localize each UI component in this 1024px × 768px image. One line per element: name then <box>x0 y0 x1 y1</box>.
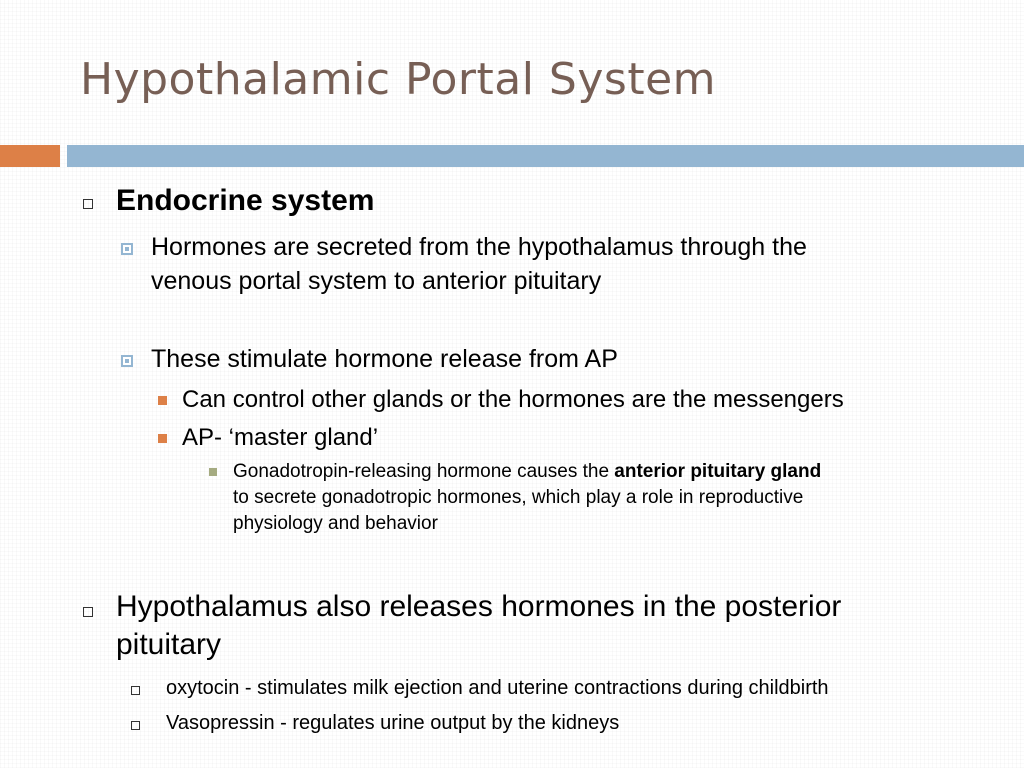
detail-text: physiology and behavior <box>233 513 438 534</box>
bullet-square-icon <box>83 607 93 617</box>
detail-text: to secrete gonadotropic hormones, which play a role in reproductive <box>233 487 804 508</box>
point-text: oxytocin - stimulates milk ejection and uterine contractions during childbirth <box>166 677 829 699</box>
bullet-orange-square-icon <box>158 396 167 405</box>
detail-text-bold: anterior pituitary gland <box>614 461 822 482</box>
section-heading-hypothalamus: pituitary <box>116 628 222 661</box>
bullet-square-dot-icon <box>121 243 133 255</box>
point-text: venous portal system to anterior pituitary <box>151 267 602 295</box>
section-heading-hypothalamus: Hypothalamus also releases hormones in the posterior <box>116 590 842 623</box>
accent-bar-blue <box>67 145 1024 167</box>
point-text: Vasopressin - regulates urine output by the kidneys <box>166 712 620 734</box>
section-heading-endocrine: Endocrine system <box>116 184 375 217</box>
point-text: These stimulate hormone release from AP <box>151 345 618 373</box>
bullet-square-dot-icon <box>121 355 133 367</box>
bullet-square-icon <box>83 199 93 209</box>
bullet-green-square-icon <box>209 468 217 476</box>
detail-text <box>233 459 821 485</box>
subpoint-text: AP- ‘master gland’ <box>182 424 379 451</box>
bullet-orange-square-icon <box>158 434 167 443</box>
slide-title: Hypothalamic Portal System <box>80 54 717 105</box>
detail-text-regular: Gonadotropin-releasing hormone causes the <box>233 461 615 482</box>
point-text: Hormones are secreted from the hypothalamus through the <box>151 233 807 261</box>
bullet-small-square-icon <box>131 686 140 695</box>
accent-bar-orange <box>0 145 60 167</box>
subpoint-text: Can control other glands or the hormones are the messengers <box>182 386 844 413</box>
bullet-small-square-icon <box>131 721 140 730</box>
